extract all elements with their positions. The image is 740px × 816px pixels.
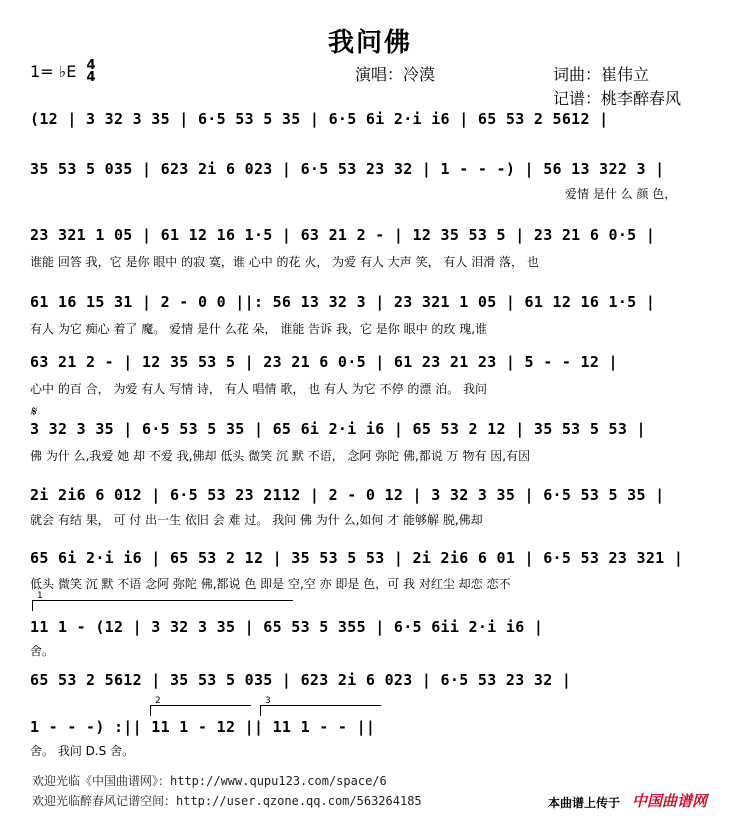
time-signature <box>85 60 97 84</box>
score-line-2-lyrics: 爱情 是什 么 颜 色， <box>565 187 677 201</box>
score-line-11-lyrics: 舍。 我问 D.S 舍。 <box>30 744 135 758</box>
score-line-2-notes: 35 53 5 035 | 623 2i 6 023 | 6·5 53 23 32 | 1 - - -) | 56 13 322 3 | <box>30 160 665 178</box>
score-line-3-notes: 23 321 1 05 | 61 12 16 1·5 | 63 21 2 - | 12 35 53 5 | 23 21 6 0·5 | <box>30 226 656 244</box>
time-signature-bottom: 4 <box>86 70 96 85</box>
score-line-1-notes: (12 | 3 32 3 35 | 6·5 53 5 35 | 6·5 6i 2·i i6 | 65 53 2 5612 | <box>30 110 609 128</box>
volta-bracket-3 <box>260 696 381 716</box>
score-line-11-notes: 1 - - -) :|| 11 1 - 12 || 11 1 - - || <box>30 718 376 736</box>
score-line-8-lyrics: 低头 微笑 沉 默 不语 念阿 弥陀 佛,都说 色 即是 空,空 亦 即是 色，可 我 对红尘 却恋 恋不 <box>30 577 511 591</box>
score-line-5-lyrics: 心中 的百 合， 为爱 有人 写情 诗， 有人 唱情 歌， 也 有人 为它 不停 的漂 泊。 我问 <box>30 382 488 396</box>
segno-sign: 𝄋 <box>30 404 37 420</box>
footer-link-qzone[interactable]: 欢迎光临醉春风记谱空间：http://user.qzone.qq.com/563264185 <box>32 794 422 808</box>
volta-bracket-2 <box>150 696 251 716</box>
score-line-9-lyrics: 舍。 <box>30 644 55 658</box>
score-line-4-lyrics: 有人 为它 痴心 着了 魔。 爱情 是什 么花 朵， 谁能 告诉 我，它 是你 眼中 的玫 瑰,谁 <box>30 322 488 336</box>
score-line-7-notes: 2i 2i6 6 012 | 6·5 53 23 2112 | 2 - 0 12 | 3 32 3 35 | 6·5 53 5 35 | <box>30 486 665 504</box>
volta-bracket-1 <box>32 591 293 611</box>
score-line-5-notes: 63 21 2 - | 12 35 53 5 | 23 21 6 0·5 | 61 23 21 23 | 5 - - 12 | <box>30 353 618 371</box>
score-line-7-lyrics: 就会 有结 果， 可 付 出一生 依旧 会 难 过。 我问 佛 为什 么,如何 才 能够解 脱,佛却 <box>30 513 483 527</box>
upload-notice: 本曲谱上传于 <box>548 796 621 810</box>
score-line-6-lyrics: 佛 为什 么,我爱 她 却 不爱 我,佛却 低头 微笑 沉 默 不语， 念阿 弥陀 佛,都说 万 物有 因,有因 <box>30 449 531 463</box>
singer-credit: 演唱：冷漠 <box>355 65 436 84</box>
key-signature: 1= ♭E <box>30 62 77 81</box>
footer-link-qupu[interactable]: 欢迎光临《中国曲谱网》：http://www.qupu123.com/space/6 <box>32 774 387 788</box>
score-line-3-lyrics: 谁能 回答 我，它 是你 眼中 的寂 寞，谁 心中 的花 火， 为爱 有人 大声 笑， 有人 泪滑 落， 也 <box>30 255 539 269</box>
time-signature-top: 4 <box>86 58 96 73</box>
transcriber-credit: 记谱：桃李醉春风 <box>553 89 682 108</box>
song-title: 我问佛 <box>327 28 412 58</box>
score-line-4-notes: 61 16 15 31 | 2 - 0 0 ||: 56 13 32 3 | 23 321 1 05 | 61 12 16 1·5 | <box>30 293 656 311</box>
composer-credit: 词曲：崔伟立 <box>553 65 650 84</box>
score-line-9-notes: 11 1 - (12 | 3 32 3 35 | 65 53 5 355 | 6·5 6ii 2·i i6 | <box>30 618 544 636</box>
site-logo[interactable]: 中国曲谱网 <box>632 792 708 810</box>
volta-label-1: 1 <box>37 591 43 601</box>
score-line-8-notes: 65 6i 2·i i6 | 65 53 2 12 | 35 53 5 53 | 2i 2i6 6 01 | 6·5 53 23 321 | <box>30 549 684 567</box>
volta-label-2: 2 <box>155 696 161 706</box>
score-line-6-notes: 3 32 3 35 | 6·5 53 5 35 | 65 6i 2·i i6 | 65 53 2 12 | 35 53 5 53 | <box>30 420 646 438</box>
volta-label-3: 3 <box>265 696 271 706</box>
score-line-10-notes: 65 53 2 5612 | 35 53 5 035 | 623 2i 6 023 | 6·5 53 23 32 | <box>30 671 572 689</box>
